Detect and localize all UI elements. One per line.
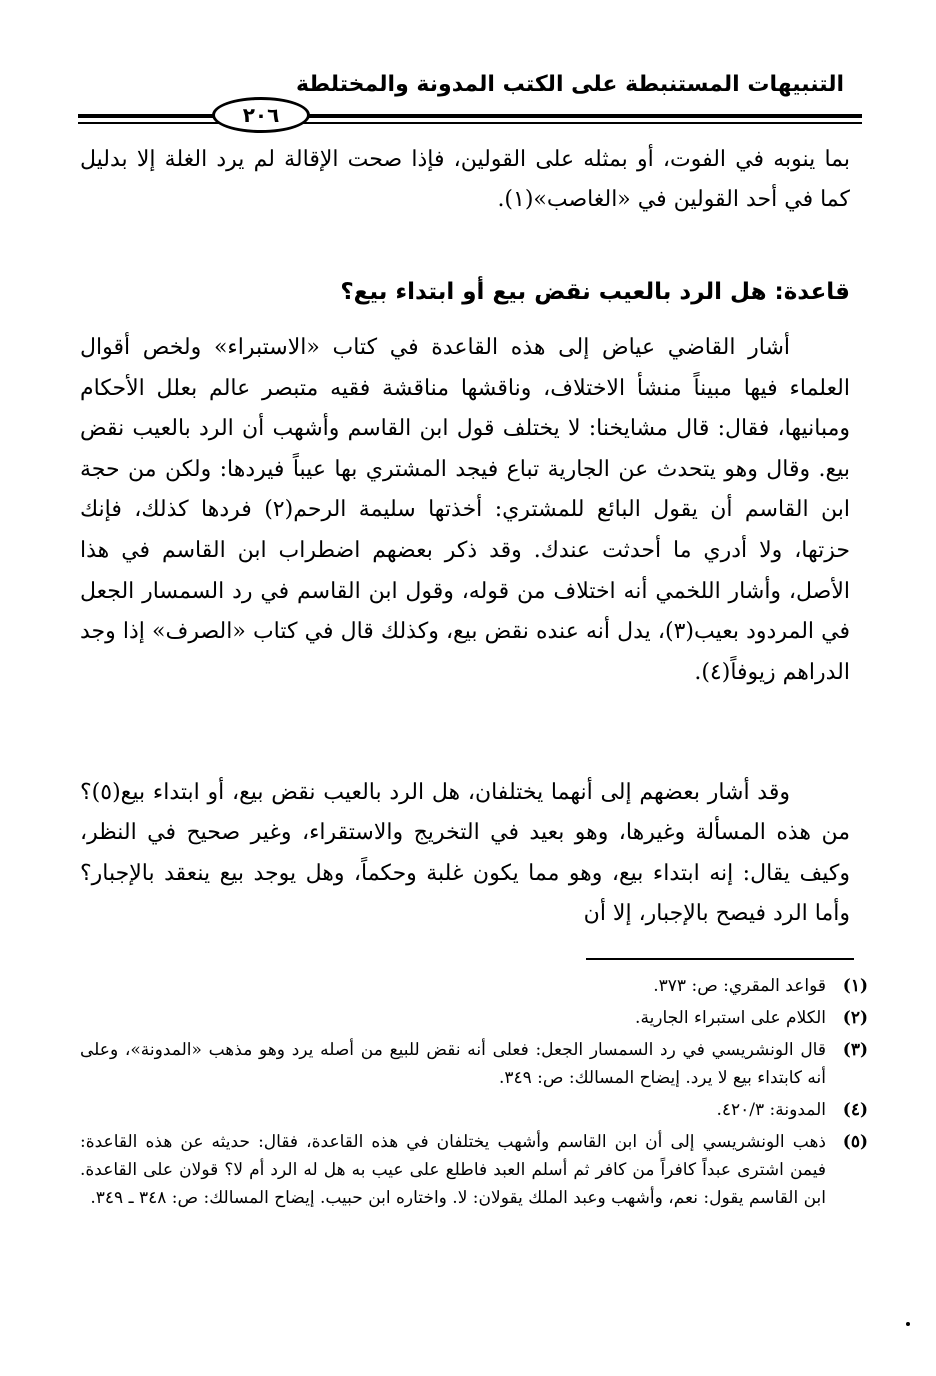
body-paragraph-2: وقد أشار بعضهم إلى أنهما يختلفان، هل الرد بالعيب نقض بيع، أو ابتداء بيع(٥)؟ من هذه المسألة وغيرها، وهو بعيد في التخريج والاستقراء، وغير صحيح في النظر، وكيف يقال: إنه ابتداء بيع، وهو مما يكون غلبة وحكماً، وهل يوجد بيع ينعقد بالإجبار؟ وأما الرد فيصح بالإجبار، إلا أن bbox=[80, 780, 850, 927]
footnote-item bbox=[80, 1004, 868, 1032]
footnote-number: (٣) bbox=[842, 1040, 868, 1060]
footnote-item bbox=[80, 972, 868, 1000]
footnote-text: الكلام على استبراء الجارية. bbox=[635, 1008, 826, 1028]
header-rule-thick bbox=[78, 114, 862, 118]
footnote-item bbox=[80, 1096, 868, 1124]
intro-paragraph: بما ينوبه في الفوت، أو بمثله على القولين، فإذا صحت الإقالة لم يرد الغلة إلا بدليل كما في أحد القولين في «الغاصب»(١). bbox=[80, 147, 850, 212]
footnotes-list bbox=[80, 972, 868, 1216]
footnote-text: المدونة: ٤٢٠/٣. bbox=[716, 1100, 826, 1120]
scan-speck bbox=[906, 1322, 910, 1326]
footnote-item bbox=[80, 1128, 868, 1212]
footnote-item bbox=[80, 1036, 868, 1092]
footnote-text: ذهب الونشريسي إلى أن ابن القاسم وأشهب يختلفان في هذه القاعدة، فقال: حديثه عن هذه القاعدة: فيمن اشترى عبداً كافراً من كافر ثم أسلم العبد فاطلع على عيب به هل له الرد أم لا؟ قولان على القاعدة. ابن القاسم يقول: نعم، وأشهب وعبد الملك يقولان: لا. واختاره ابن حبيب. إيضاح المسالك: ص: ٣٤٨ ـ ٣٤٩. bbox=[80, 1132, 826, 1208]
footnote-number: (٥) bbox=[842, 1132, 868, 1152]
section-heading: قاعدة: هل الرد بالعيب نقض بيع أو ابتداء بيع؟ bbox=[340, 279, 850, 305]
footnote-text: قواعد المقري: ص: ٣٧٣. bbox=[653, 976, 826, 996]
footnote-text: قال الونشريسي في رد السمسار الجعل: فعلى أنه نقض للبيع من أصله يرد وهو مذهب «المدونة»، وعلى أنه كابتداء بيع لا يرد. إيضاح المسالك: ص: ٣٤٩. bbox=[80, 1040, 826, 1088]
footnote-number: (٢) bbox=[842, 1008, 868, 1028]
footnote-number: (١) bbox=[842, 976, 868, 996]
body-paragraph-1: أشار القاضي عياض إلى هذه القاعدة في كتاب «الاستبراء» ولخص أقوال العلماء فيها مبيناً منشأ الاختلاف، وناقشها مناقشة فقيه متبصر عالم بعلل الأحكام ومبانيها، فقال: قال مشايخنا: لا يختلف قول ابن القاسم وأشهب أن الرد بالعيب نقض بيع. وقال وهو يتحدث عن الجارية تباع فيجد المشتري بها عيباً فيردها: ولكن من حجة ابن القاسم أن يقول البائع للمشتري: أخذتها سليمة الرحم(٢) فردها كذلك، فإنك حزتها، ولا أدري ما أحدثت عندك. وقد ذكر بعضهم اضطراب ابن القاسم في هذا الأصل، وأشار اللخمي أنه اختلاف من قوله، وقول ابن القاسم في رد السمسار الجعل في المردود بعيب(٣)، يدل أنه عنده نقض بيع، وكذلك قال في كتاب «الصرف» إذا وجد الدراهم زيوفاً(٤). bbox=[80, 335, 850, 685]
header-rule-thin bbox=[78, 122, 862, 124]
footnote-number: (٤) bbox=[842, 1100, 868, 1120]
footnote-separator bbox=[586, 958, 854, 960]
running-header-title: التنبيهات المستنبطة على الكتب المدونة والمختلطة bbox=[295, 72, 844, 97]
page-number-badge: ٢٠٦ bbox=[212, 97, 310, 133]
